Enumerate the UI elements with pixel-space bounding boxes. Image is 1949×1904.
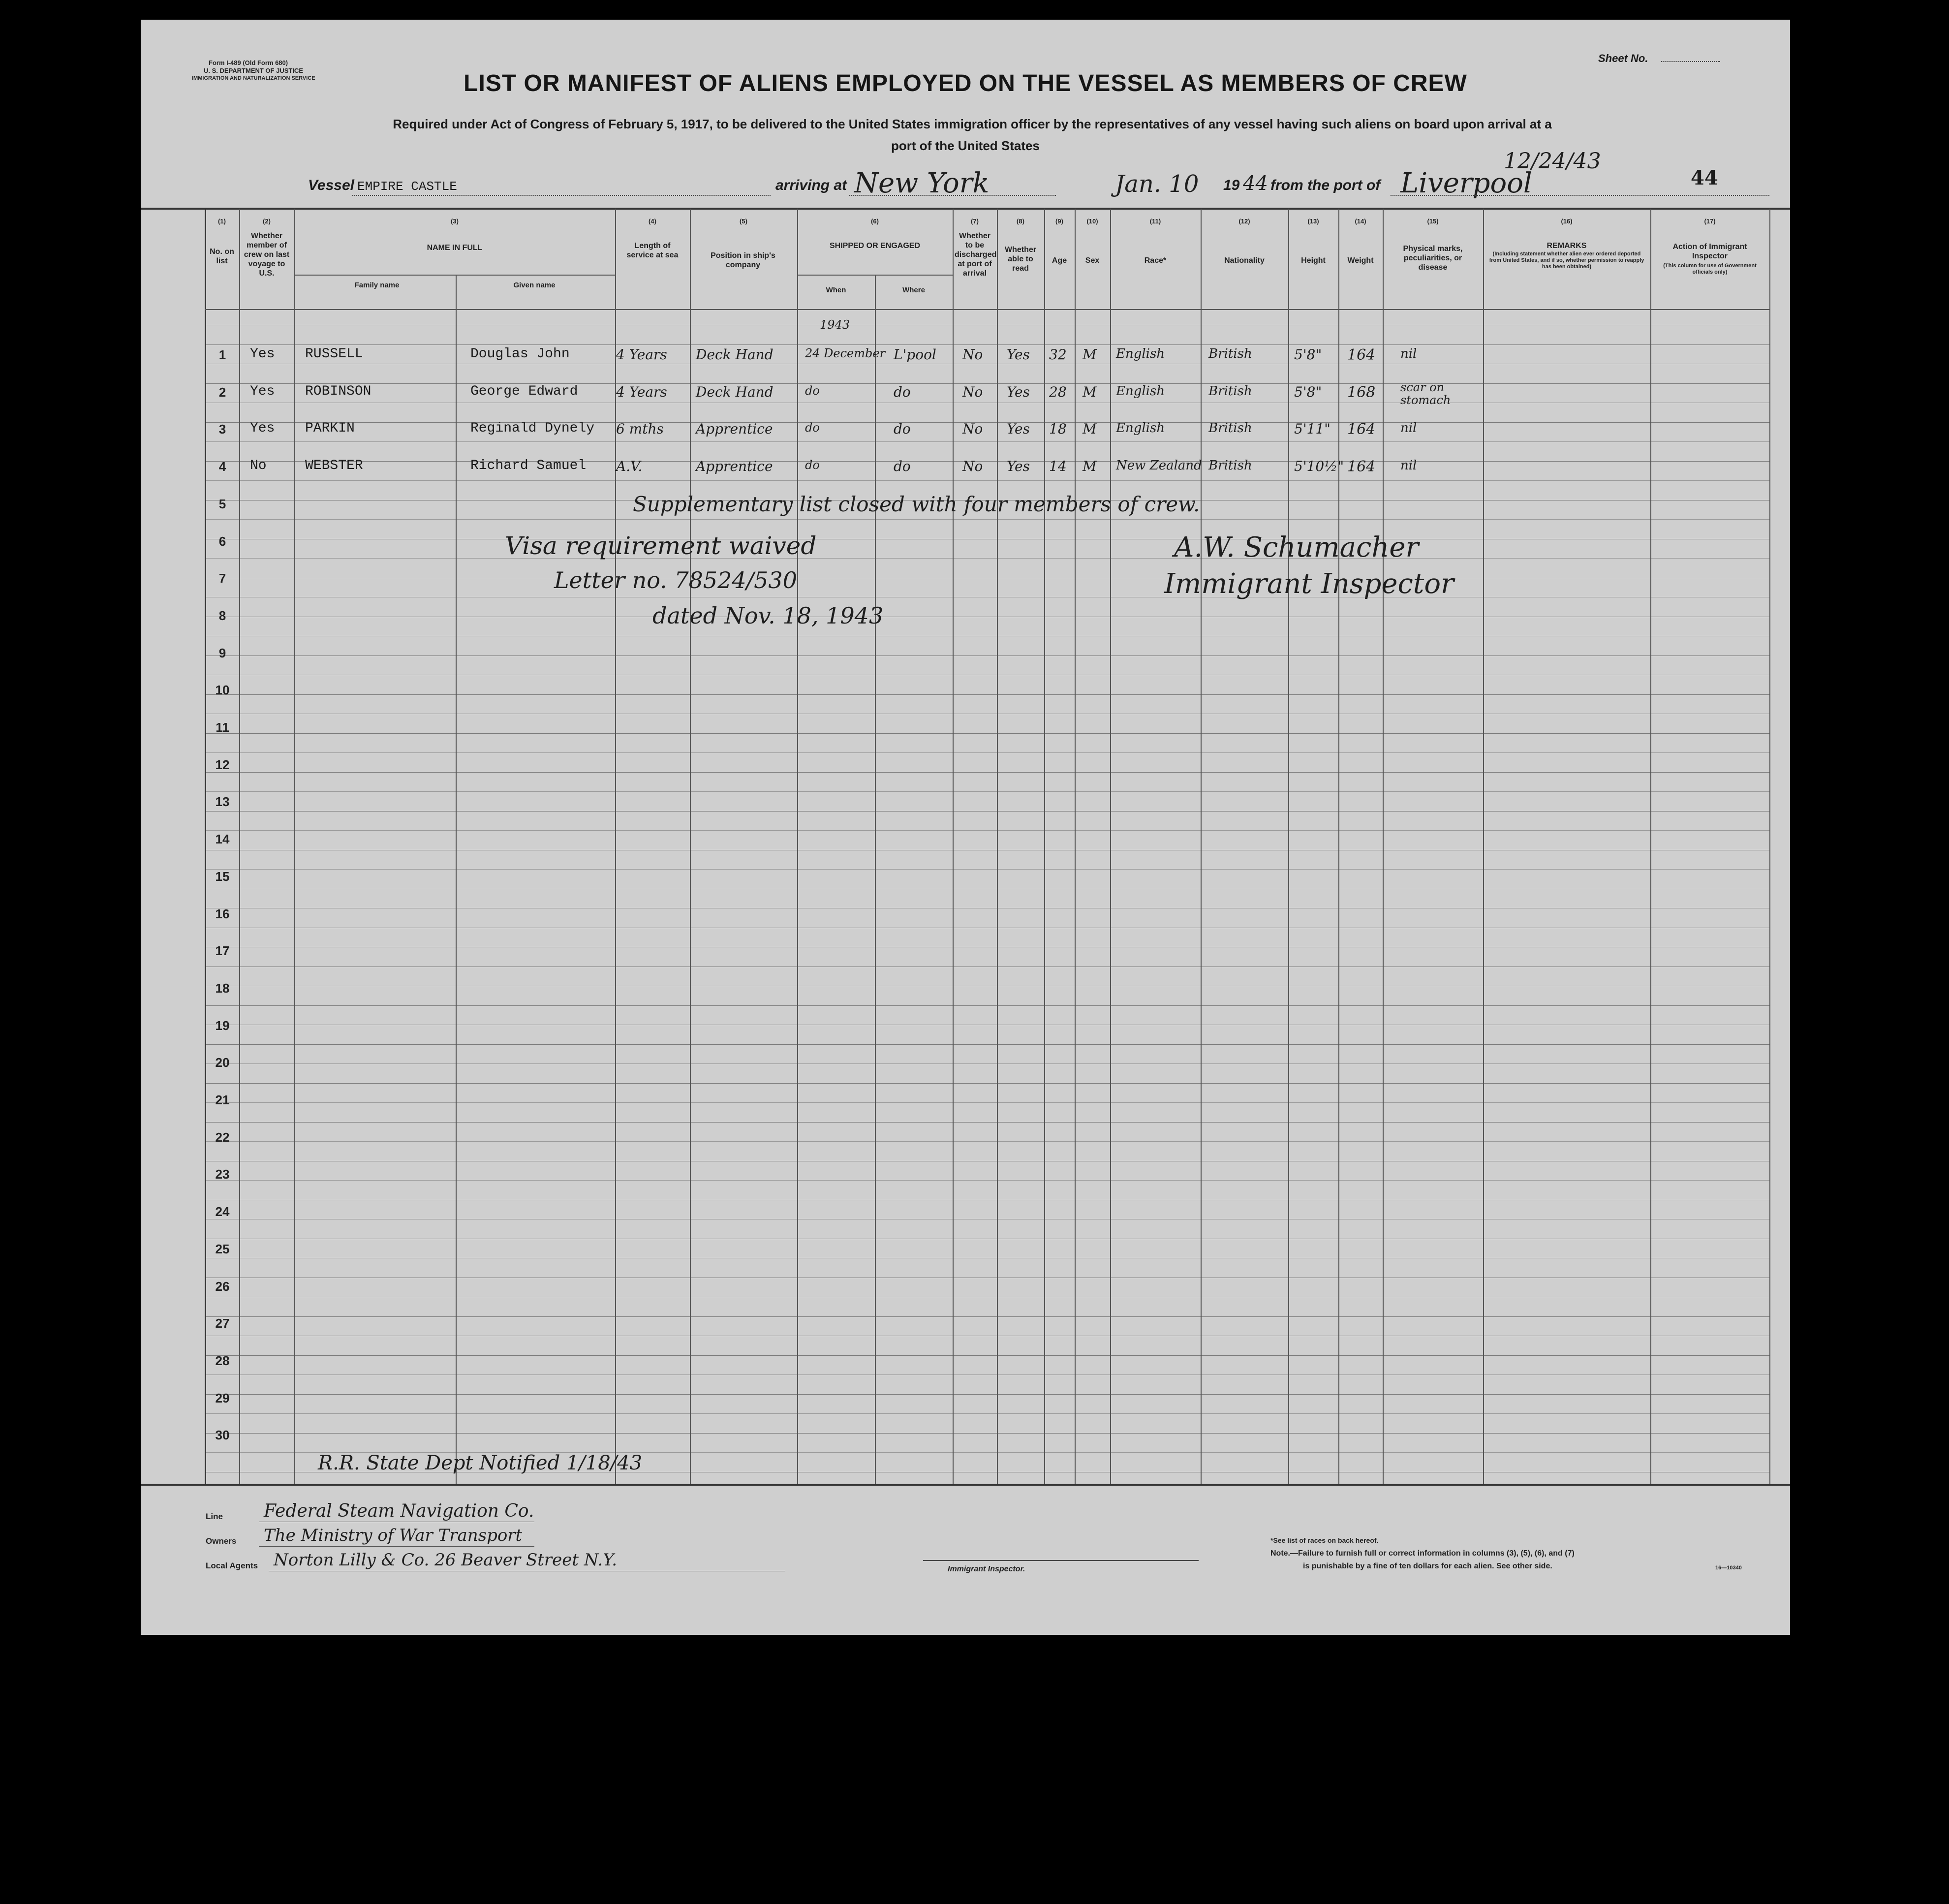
- cell-where: do: [894, 458, 911, 475]
- rule-line: [205, 1316, 1769, 1317]
- cell-marks: nil: [1400, 458, 1417, 473]
- rule-line: [205, 383, 1769, 384]
- header-length-service: Length of service at sea: [626, 242, 679, 259]
- rule-line: [205, 1005, 1769, 1006]
- cell-nationality: British: [1208, 421, 1252, 436]
- row-number: 2: [218, 384, 226, 400]
- row-number: 21: [215, 1092, 230, 1107]
- rule-line: [205, 519, 1769, 520]
- row-number: 18: [215, 980, 230, 996]
- arriving-label: arriving at: [775, 177, 847, 193]
- row-number: 15: [215, 869, 230, 884]
- row-number: 26: [215, 1279, 230, 1294]
- cell-where: do: [894, 421, 911, 437]
- from-port-label: from the port of: [1270, 177, 1381, 193]
- header-when: When: [826, 286, 846, 294]
- col-num-7: (7): [971, 218, 979, 225]
- rule-line: [205, 344, 1769, 345]
- arriving-port: New York: [854, 167, 990, 199]
- row-number: 8: [218, 608, 226, 623]
- header-nationality: Nationality: [1224, 256, 1265, 265]
- cell-marks: scar on stomach: [1400, 380, 1451, 407]
- col-num-9: (9): [1055, 218, 1063, 225]
- cell-given: Douglas John: [470, 346, 570, 362]
- rule-line: [205, 441, 1769, 442]
- cell-service: 4 Years: [616, 383, 667, 400]
- form-code: 16—10340: [1715, 1565, 1742, 1571]
- row-number: 10: [215, 683, 230, 698]
- cell-family: PARKIN: [305, 421, 355, 437]
- col-num-8: (8): [1017, 218, 1024, 225]
- row-number: 23: [215, 1167, 230, 1182]
- visa-dated-note: dated Nov. 18, 1943: [652, 602, 884, 629]
- header-physical-marks: Physical marks, peculiarities, or disease: [1403, 245, 1463, 272]
- note-text-1: —Failure to furnish full or correct information in columns (3), (5), (6), and (7): [1290, 1549, 1575, 1558]
- row-number: 17: [215, 943, 230, 959]
- col-num-16: (16): [1561, 218, 1573, 225]
- header-shipped-engaged: SHIPPED OR ENGAGED: [829, 242, 921, 250]
- header-remarks: REMARKS: [1547, 242, 1587, 250]
- owners-value: The Ministry of War Transport: [264, 1526, 523, 1545]
- col-num-1: (1): [218, 218, 226, 225]
- owners-label: Owners: [206, 1536, 237, 1546]
- departure-port: Liverpool: [1400, 167, 1532, 199]
- rule-line: [205, 1394, 1769, 1395]
- sheet-no-field: [1661, 61, 1720, 62]
- cell-weight: 168: [1347, 383, 1376, 401]
- vessel-name: EMPIRE CASTLE: [357, 179, 457, 194]
- row-number: 19: [215, 1018, 230, 1033]
- cell-discharged: No: [962, 421, 983, 437]
- row-number: 25: [215, 1241, 230, 1256]
- col-num-10: (10): [1086, 218, 1098, 225]
- header-where: Where: [902, 286, 925, 294]
- col-num-11: (11): [1149, 218, 1161, 225]
- rule-line: [205, 1083, 1769, 1084]
- cell-service: 4 Years: [616, 346, 667, 363]
- row-number: 29: [215, 1390, 230, 1405]
- rule-line: [205, 1413, 1769, 1414]
- row-number: 7: [218, 571, 226, 586]
- cell-age: 28: [1049, 383, 1067, 400]
- cell-last-voyage: No: [250, 458, 267, 474]
- visa-letter-note: Letter no. 78524/530: [554, 567, 797, 593]
- cell-marks: nil: [1400, 421, 1417, 436]
- header-able-read: Whether able to read: [1005, 246, 1036, 273]
- inspector-signature: A.W. Schumacher: [1174, 531, 1419, 563]
- rule-line: [205, 811, 1769, 812]
- header-family-name: Family name: [354, 281, 400, 289]
- cell-race: New Zealand: [1116, 458, 1202, 473]
- col-num-14: (14): [1355, 218, 1366, 225]
- header-action: Action of Immigrant Inspector: [1672, 243, 1747, 260]
- subtitle-line2: port of the United States: [891, 138, 1040, 153]
- cell-read: Yes: [1007, 346, 1030, 363]
- cell-when: do: [805, 421, 820, 435]
- cell-last-voyage: Yes: [250, 346, 275, 362]
- header-no-on-list: No. on list: [210, 248, 234, 265]
- cell-weight: 164: [1347, 346, 1376, 364]
- cell-read: Yes: [1007, 458, 1030, 475]
- row-number: 30: [215, 1428, 230, 1443]
- cell-service: 6 mths: [616, 421, 664, 437]
- line-value: Federal Steam Navigation Co.: [264, 1501, 534, 1521]
- cell-nationality: British: [1208, 346, 1252, 361]
- header-last-voyage: Whether member of crew on last voyage to U.S.: [244, 232, 290, 278]
- cell-sex: M: [1083, 383, 1097, 400]
- cell-height: 5'11": [1294, 421, 1331, 437]
- col-num-13: (13): [1307, 218, 1319, 225]
- shipped-year: 1943: [820, 318, 850, 332]
- col-num-15: (15): [1427, 218, 1439, 225]
- cell-discharged: No: [962, 458, 983, 475]
- service-label: IMMIGRATION AND NATURALIZATION SERVICE: [192, 75, 315, 81]
- cell-when: do: [805, 458, 820, 472]
- row-number: 14: [215, 832, 230, 847]
- row-number: 28: [215, 1353, 230, 1368]
- cell-nationality: British: [1208, 383, 1252, 399]
- cell-where: do: [894, 383, 911, 400]
- header-action-note: (This column for use of Government officials only): [1663, 263, 1757, 275]
- page-number: 44: [1691, 166, 1718, 189]
- line-label: Line: [206, 1512, 223, 1521]
- col-num-2: (2): [263, 218, 271, 225]
- rule-line: [205, 1374, 1769, 1375]
- header-discharged: Whether to be discharged at port of arrival: [955, 232, 997, 278]
- rule-line: [205, 1433, 1769, 1434]
- penalty-note-line1: [1270, 1549, 1575, 1558]
- rule-line: [205, 752, 1769, 753]
- vessel-field-line: [352, 195, 771, 196]
- rule-line: [205, 422, 1769, 423]
- rule-line: [205, 694, 1769, 695]
- cell-last-voyage: Yes: [250, 383, 275, 399]
- arrival-year: 44: [1243, 172, 1268, 195]
- cell-marks: nil: [1400, 346, 1417, 361]
- cell-last-voyage: Yes: [250, 421, 275, 437]
- rule-line: [205, 1063, 1769, 1064]
- header-race: Race*: [1144, 256, 1167, 265]
- form-number: Form I-489 (Old Form 680): [209, 59, 288, 66]
- rule-line: [205, 461, 1769, 462]
- inspector-title: Immigrant Inspector: [1164, 568, 1454, 600]
- row-number: 9: [218, 645, 226, 660]
- col-num-6: (6): [871, 218, 879, 225]
- page-title: LIST OR MANIFEST OF ALIENS EMPLOYED ON THE VESSEL AS MEMBERS OF CREW: [464, 70, 1467, 96]
- cell-discharged: No: [962, 346, 983, 363]
- rule-line: [205, 1180, 1769, 1181]
- cell-sex: M: [1083, 346, 1097, 363]
- arrival-date: Jan. 10: [1115, 170, 1199, 198]
- agents-label: Local Agents: [206, 1561, 258, 1570]
- rule-line: [205, 830, 1769, 831]
- col-num-4: (4): [649, 218, 656, 225]
- cell-sex: M: [1083, 458, 1097, 475]
- rule-line: [205, 1355, 1769, 1356]
- cell-age: 18: [1049, 421, 1067, 437]
- cell-given: George Edward: [470, 383, 578, 399]
- note-label: Note.: [1270, 1549, 1290, 1558]
- rule-line: [205, 1044, 1769, 1045]
- visa-waived-note: Visa requirement waived: [505, 531, 817, 560]
- cell-age: 14: [1049, 458, 1067, 475]
- supplementary-note: Supplementary list closed with four members of crew.: [633, 492, 1200, 516]
- cell-weight: 164: [1347, 458, 1376, 476]
- cell-position: Deck Hand: [696, 383, 773, 400]
- inspector-signature-label: Immigrant Inspector.: [948, 1565, 1025, 1573]
- header-remarks-note: (Including statement whether alien ever ordered deported from United States, and if so, whether permission to reapply has been obtained): [1489, 251, 1644, 270]
- cell-race: English: [1116, 383, 1165, 399]
- state-dept-note: R.R. State Dept Notified 1/18/43: [318, 1452, 643, 1474]
- col-num-12: (12): [1238, 218, 1250, 225]
- rule-line: [205, 1122, 1769, 1123]
- row-number: 12: [215, 757, 230, 772]
- cell-family: ROBINSON: [305, 383, 371, 399]
- arriving-field-line: [849, 195, 1056, 196]
- header-position: Position in ship's company: [711, 251, 775, 269]
- row-number: 20: [215, 1055, 230, 1070]
- header-given-name: Given name: [513, 281, 556, 289]
- row-number: 22: [215, 1129, 230, 1145]
- rule-line: [205, 869, 1769, 870]
- col-num-17: (17): [1704, 218, 1716, 225]
- stamp-date: 12/24/43: [1504, 149, 1601, 174]
- rule-line: [205, 1102, 1769, 1103]
- race-note: *See list of races on back hereof.: [1270, 1536, 1379, 1544]
- agents-value: Norton Lilly & Co. 26 Beaver Street N.Y.: [274, 1550, 618, 1570]
- table-top-rule: [141, 208, 1790, 210]
- penalty-note-line2: is punishable by a fine of ten dollars for each alien. See other side.: [1303, 1562, 1552, 1570]
- cell-family: RUSSELL: [305, 346, 363, 362]
- rule-line: [205, 1141, 1769, 1142]
- row-number: 4: [218, 459, 226, 474]
- row-number: 3: [218, 422, 226, 437]
- cell-position: Apprentice: [696, 458, 773, 475]
- cell-sex: M: [1083, 421, 1097, 437]
- year-prefix: 19: [1223, 177, 1240, 193]
- subtitle-line1: Required under Act of Congress of February 5, 1917, to be delivered to the United States immigration officer by the representatives of any vessel having such aliens on board upon arrival at a: [393, 117, 1552, 131]
- header-height: Height: [1301, 256, 1326, 265]
- cell-given: Reginald Dynely: [470, 421, 595, 437]
- row-number: 5: [218, 496, 226, 511]
- row-number: 16: [215, 906, 230, 921]
- row-number: 27: [215, 1316, 230, 1331]
- rule-line: [205, 791, 1769, 792]
- col-num-5: (5): [740, 218, 747, 225]
- rule-line: [205, 733, 1769, 734]
- col-num-3: (3): [451, 218, 459, 225]
- cell-given: Richard Samuel: [470, 458, 587, 474]
- cell-when: do: [805, 383, 820, 398]
- row-number: 6: [218, 533, 226, 549]
- table-bottom-rule: [141, 1484, 1790, 1486]
- from-field-line: [1391, 195, 1769, 196]
- row-number: 1: [218, 347, 226, 362]
- cell-height: 5'8": [1294, 346, 1322, 363]
- header-sex: Sex: [1085, 256, 1100, 265]
- cell-discharged: No: [962, 383, 983, 400]
- cell-position: Deck Hand: [696, 346, 773, 363]
- manifest-sheet: [141, 20, 1790, 1635]
- cell-age: 32: [1049, 346, 1067, 363]
- cell-height: 5'10½": [1294, 458, 1344, 475]
- cell-service: A.V.: [616, 458, 643, 475]
- department-label: U. S. DEPARTMENT OF JUSTICE: [204, 67, 303, 74]
- sheet-no-label: Sheet No.: [1598, 52, 1648, 64]
- header-weight: Weight: [1347, 256, 1374, 265]
- cell-position: Apprentice: [696, 421, 773, 437]
- rule-line: [205, 558, 1769, 559]
- cell-when: 24 December: [805, 346, 886, 360]
- rule-line: [205, 655, 1769, 656]
- cell-weight: 164: [1347, 421, 1376, 438]
- cell-height: 5'8": [1294, 383, 1322, 400]
- cell-read: Yes: [1007, 383, 1030, 400]
- rule-line: [205, 772, 1769, 773]
- cell-family: WEBSTER: [305, 458, 363, 474]
- rule-line: [205, 480, 1769, 481]
- header-age: Age: [1052, 256, 1067, 265]
- cell-race: English: [1116, 421, 1165, 436]
- cell-nationality: British: [1208, 458, 1252, 473]
- cell-race: English: [1116, 346, 1165, 361]
- cell-where: L'pool: [894, 346, 936, 363]
- vessel-label: Vessel: [308, 177, 354, 193]
- row-number: 11: [216, 720, 229, 735]
- header-name-in-full: NAME IN FULL: [427, 244, 483, 252]
- row-number: 24: [215, 1204, 230, 1219]
- cell-read: Yes: [1007, 421, 1030, 437]
- row-number: 13: [215, 794, 230, 810]
